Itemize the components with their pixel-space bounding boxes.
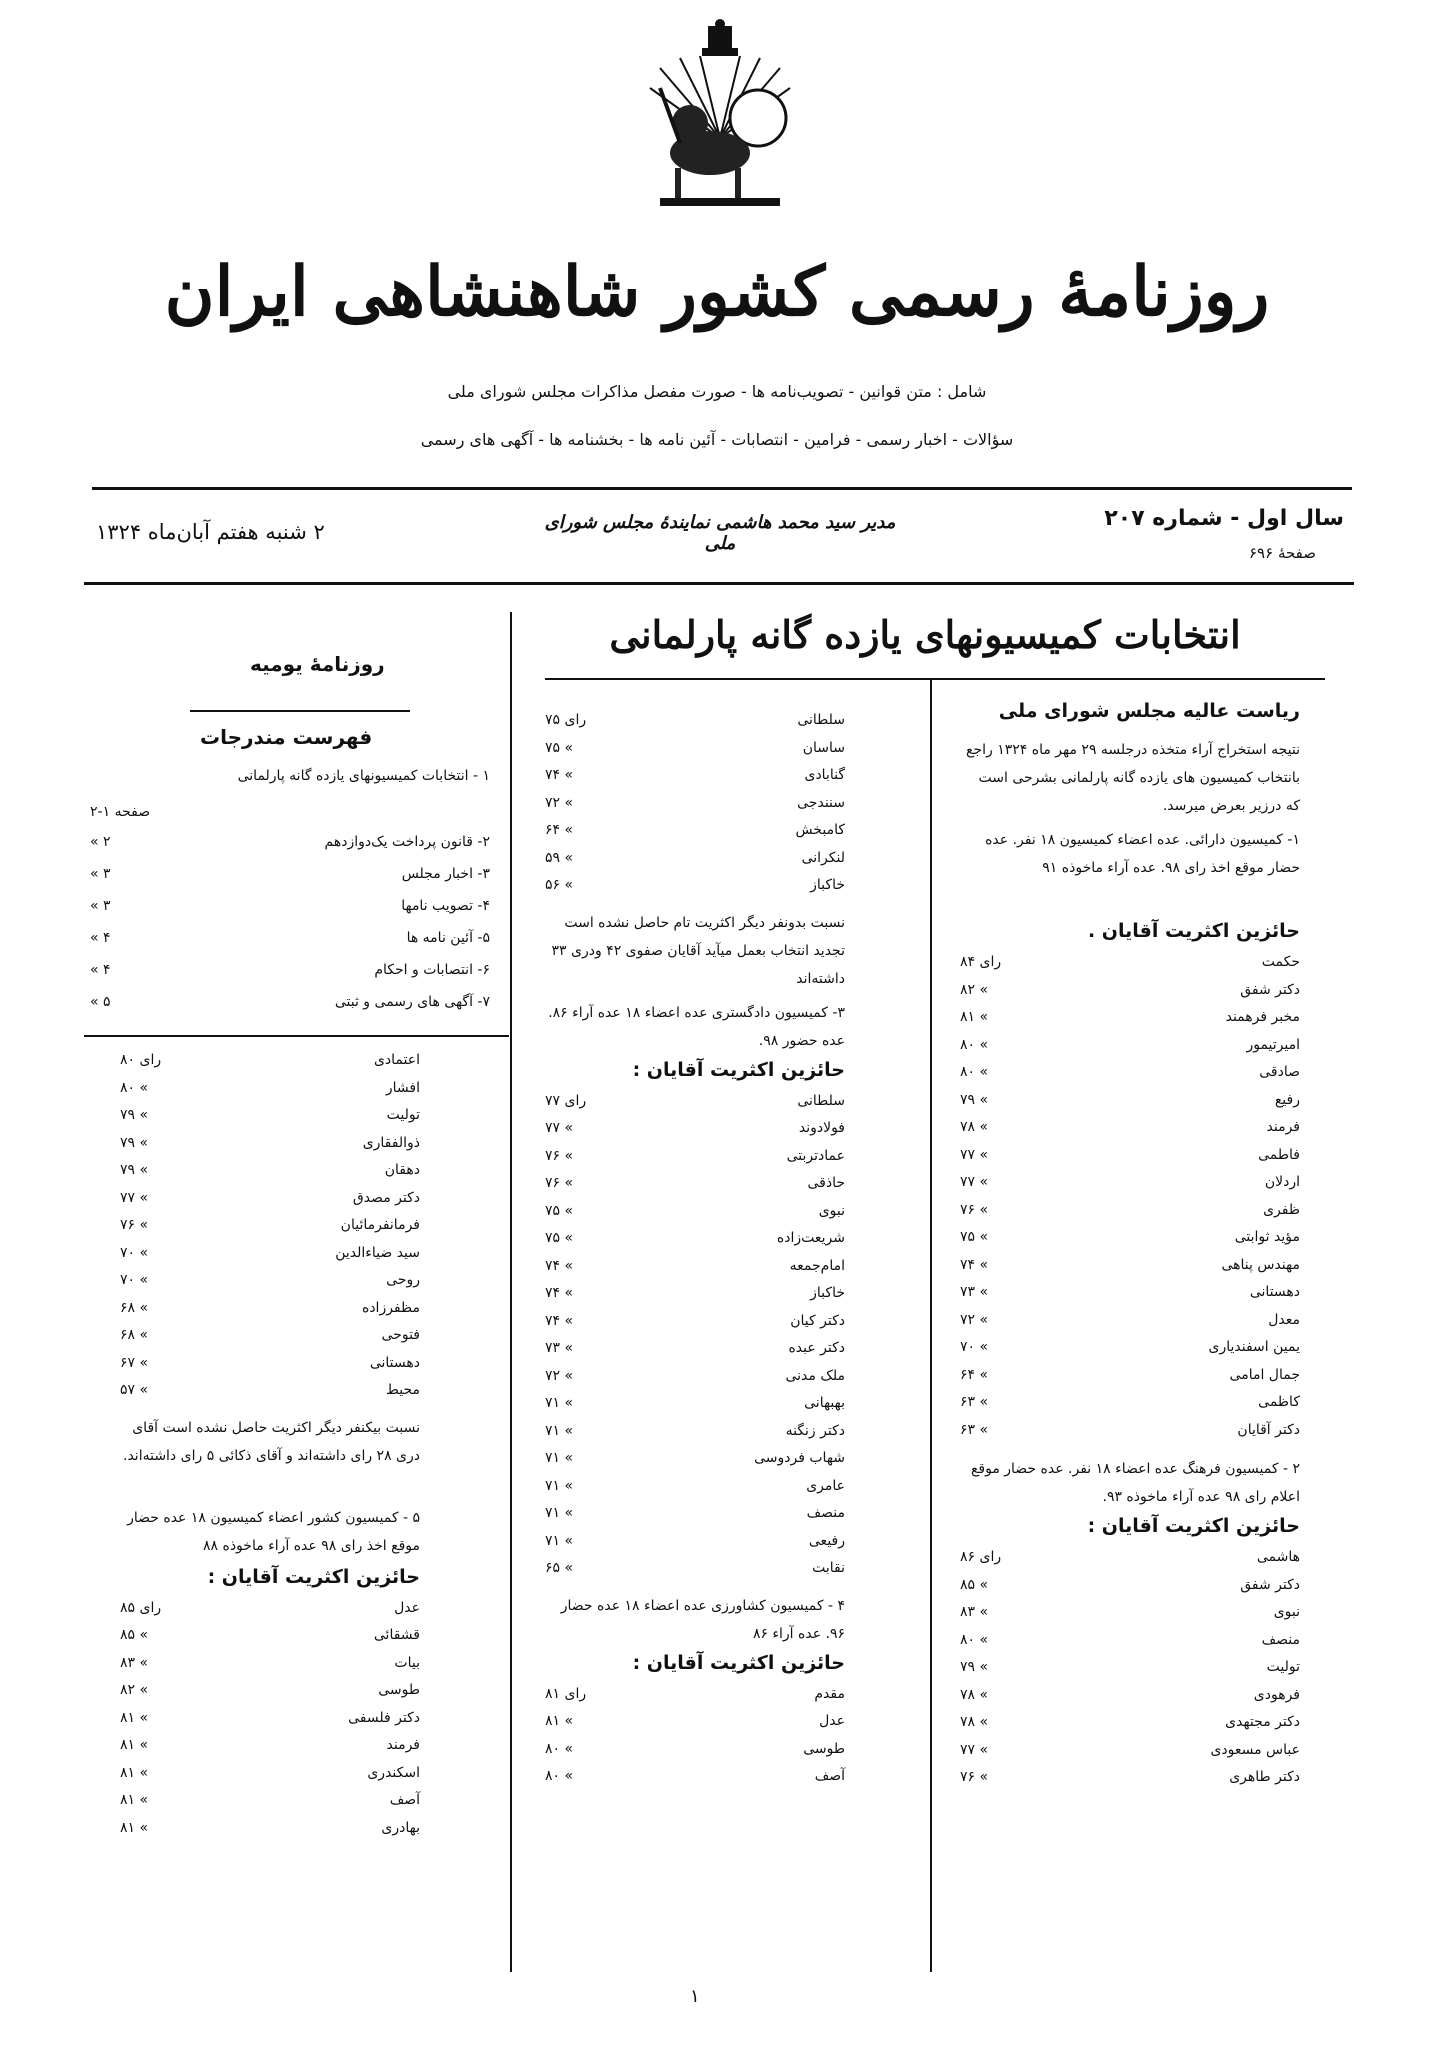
vote-count: ۸۵ «	[960, 1576, 989, 1593]
result-row	[960, 1009, 1300, 1033]
vote-count: ۷۶ «	[120, 1217, 149, 1233]
vote-count: ۷۴ «	[545, 1285, 574, 1301]
member-name: مقدم	[814, 1685, 845, 1702]
member-name: حاذقی	[807, 1175, 845, 1191]
result-row	[120, 1792, 420, 1816]
vote-count: ۵۷ «	[120, 1382, 149, 1398]
section-heading: ریاست عالیه مجلس شورای ملی	[998, 700, 1300, 722]
vote-count: ۷۲ «	[545, 794, 574, 811]
result-row	[545, 1533, 845, 1557]
member-name: فرمند	[386, 1737, 420, 1753]
member-name: حکمت	[1261, 954, 1300, 970]
member-name: عدل	[394, 1599, 420, 1616]
member-name: مؤید ثوابتی	[1234, 1229, 1300, 1245]
vote-count: ۸۱ «	[960, 1009, 989, 1025]
result-row	[960, 1257, 1300, 1281]
result-row	[960, 982, 1300, 1006]
member-name: مخبر فرهمند	[1225, 1009, 1300, 1025]
result-row	[545, 1313, 845, 1337]
member-name: نبوی	[1273, 1604, 1300, 1620]
member-name: فتوحی	[381, 1327, 420, 1343]
lion-and-sun-emblem-icon	[640, 18, 800, 218]
vote-count: ۸۱ «	[120, 1764, 149, 1781]
member-name: ساسان	[802, 739, 845, 756]
result-row	[120, 1107, 420, 1131]
vote-count: ۸۱ «	[545, 1713, 574, 1729]
vote-count: ۸۱ «	[120, 1737, 149, 1753]
vote-count: ۶۴ «	[545, 822, 574, 838]
member-name: اردلان	[1264, 1174, 1300, 1190]
member-name: اسکندری	[367, 1764, 420, 1781]
member-name: دکتر شفق	[1240, 1576, 1300, 1593]
result-row	[545, 1368, 845, 1392]
vote-count: ۸۰ «	[960, 1036, 989, 1053]
vote-count: ۷۷ «	[960, 1741, 989, 1758]
member-name: عامری	[806, 1477, 845, 1494]
member-name: مهندس پناهی	[1221, 1256, 1300, 1273]
vote-count: ۷۶ «	[545, 1147, 574, 1164]
vote-count: ۷۵ «	[545, 1202, 574, 1219]
result-row	[545, 1741, 845, 1765]
result-row	[960, 1742, 1300, 1766]
member-name: دکتر شفق	[1240, 981, 1300, 998]
vote-count: ۸۰ «	[545, 1768, 574, 1784]
vote-count: ۷۱ «	[545, 1505, 574, 1521]
result-row	[545, 1175, 845, 1199]
masthead-bottom-rule	[84, 582, 1354, 585]
result-row	[120, 1052, 420, 1076]
member-name: بهادری	[381, 1819, 420, 1836]
member-name: دهقان	[384, 1162, 420, 1178]
result-row	[545, 1120, 845, 1144]
member-name: افشار	[385, 1079, 420, 1096]
vote-count: ۷۱ «	[545, 1477, 574, 1494]
member-name: یمین اسفندیاری	[1208, 1339, 1300, 1355]
vote-count: ۷۵ «	[545, 1230, 574, 1246]
member-name: فولادوند	[798, 1120, 845, 1136]
toc-item: ۲- قانون پرداخت یک‌دوازدهم « ۲	[90, 834, 490, 850]
daily-label: روزنامهٔ یومیه	[250, 652, 385, 676]
result-row	[960, 1632, 1300, 1656]
toc-title: فهرست مندرجات	[200, 725, 373, 749]
vote-count: ۷۷ «	[120, 1189, 149, 1206]
vote-count: ۵۶ «	[545, 877, 574, 893]
toc-item: ۱ - انتخابات کمیسیونهای یازده گانه پارلمانی	[237, 768, 490, 784]
member-name: آصف	[389, 1792, 420, 1808]
vote-count: ۶۳ «	[960, 1421, 989, 1438]
member-name: سید ضیاءالدین	[335, 1244, 420, 1261]
vote-count: ۸۵ «	[120, 1627, 149, 1643]
member-name: صادقی	[1259, 1064, 1300, 1080]
result-row	[960, 1064, 1300, 1088]
toc-item: ۳- اخبار مجلس « ۳	[90, 866, 490, 882]
note-paragraph: نسبت بدونفر دیگر اکثریت تام حاصل نشده است تجدید انتخاب بعمل میآید آقایان صفوی ۴۲ ودری ۳۳ داشته‌اند	[551, 914, 845, 987]
vote-count: ۸۴ رای	[960, 954, 1002, 970]
member-name: ملک مدنی	[785, 1367, 845, 1384]
winners-heading: حائزین اکثریت آقایان :	[207, 1565, 420, 1588]
vote-count: ۷۶ «	[545, 1175, 574, 1191]
result-row	[120, 1300, 420, 1324]
result-row	[545, 1148, 845, 1172]
member-name: فرمند	[1266, 1119, 1300, 1135]
vote-count: ۸۰ رای	[120, 1052, 162, 1068]
vote-count: ۷۷ «	[545, 1120, 574, 1136]
result-row	[545, 1686, 845, 1710]
member-name: کامبخش	[795, 822, 845, 838]
vote-count: ۶۴ «	[960, 1366, 989, 1383]
commission-paragraph: ۳- کمیسیون دادگستری عده اعضاء ۱۸ عده آراء ۸۶. عده حضور ۹۸.	[548, 1004, 845, 1049]
result-row	[120, 1245, 420, 1269]
result-row	[120, 1820, 420, 1844]
result-row	[120, 1190, 420, 1214]
member-name: نقابت	[812, 1560, 845, 1576]
page-number: ۱	[690, 1986, 700, 2007]
vote-count: ۸۶ رای	[960, 1549, 1002, 1565]
result-row	[960, 1394, 1300, 1418]
result-row	[545, 822, 845, 846]
vote-count: ۸۱ «	[120, 1819, 149, 1836]
member-name: معدل	[1268, 1311, 1300, 1328]
toc-item: ۴- تصویب نامها « ۳	[90, 898, 490, 914]
result-row	[545, 877, 845, 901]
result-row	[545, 795, 845, 819]
winners-heading: حائزین اکثریت آقایان :	[632, 1651, 845, 1674]
member-name: دکتر مجتهدی	[1225, 1714, 1300, 1730]
vote-count: ۷۹ «	[960, 1659, 989, 1675]
result-row	[960, 954, 1300, 978]
vote-count: ۷۶ «	[960, 1769, 989, 1785]
vote-count: ۷۶ «	[960, 1201, 989, 1218]
member-name: دکتر آقایان	[1237, 1421, 1300, 1438]
result-row	[960, 1174, 1300, 1198]
toc-item: صفحه ۱-۲	[90, 804, 151, 820]
vote-count: ۷۴ «	[545, 767, 574, 783]
headline-underline	[545, 678, 1325, 680]
result-row	[545, 1395, 845, 1419]
member-name: اعتمادی	[373, 1052, 420, 1068]
member-name: عباس مسعودی	[1210, 1741, 1300, 1758]
issue-year-number: سال اول - شماره ۲۰۷	[1104, 506, 1344, 531]
vote-count: ۸۱ «	[120, 1792, 149, 1808]
member-name: نبوی	[818, 1202, 845, 1219]
vote-count: ۷۷ «	[960, 1146, 989, 1163]
member-name: بیات	[394, 1654, 420, 1671]
table-of-contents	[90, 768, 490, 1030]
result-row	[545, 712, 845, 736]
result-row	[545, 1093, 845, 1117]
result-row	[545, 767, 845, 791]
member-name: شهاب فردوسی	[754, 1450, 845, 1466]
vote-count: ۷۳ «	[960, 1284, 989, 1300]
vote-count: ۷۲ «	[545, 1367, 574, 1384]
result-row	[960, 1147, 1300, 1171]
vote-count: ۶۸ «	[120, 1327, 149, 1343]
result-row	[545, 1713, 845, 1737]
result-row	[120, 1737, 420, 1761]
vote-count: ۸۵ رای	[120, 1599, 162, 1616]
result-row	[960, 1422, 1300, 1446]
result-row	[120, 1135, 420, 1159]
result-row	[960, 1119, 1300, 1143]
member-name: تولیت	[1266, 1659, 1300, 1675]
vote-count: ۷۸ «	[960, 1714, 989, 1730]
toc-item: ۶- انتصابات و احکام « ۴	[90, 962, 490, 978]
vote-count: ۷۹ «	[120, 1107, 149, 1123]
result-row	[960, 1769, 1300, 1793]
commission-paragraph: ۵ - کمیسیون کشور اعضاء کمیسیون ۱۸ عده حضار موقع اخذ رای ۹۸ عده آراء ماخوذه ۸۸	[127, 1509, 420, 1554]
vote-count: ۷۱ «	[545, 1395, 574, 1411]
column-rule-right	[930, 680, 932, 1972]
result-row	[120, 1327, 420, 1351]
member-name: امام‌جمعه	[789, 1257, 845, 1274]
member-name: بهبهانی	[804, 1395, 845, 1411]
vote-count: ۸۰ «	[545, 1740, 574, 1757]
vote-count: ۷۷ رای	[545, 1092, 587, 1109]
member-name: تولیت	[386, 1107, 420, 1123]
vote-count: ۷۳ «	[545, 1340, 574, 1356]
member-name: شریعت‌زاده	[776, 1230, 845, 1246]
member-name: قشقائی	[373, 1627, 420, 1643]
vote-count: ۷۰ «	[960, 1339, 989, 1355]
result-row	[960, 1659, 1300, 1683]
member-name: سلطانی	[797, 1092, 845, 1109]
middle-column-results	[545, 712, 845, 1964]
vote-count: ۷۹ «	[960, 1091, 989, 1108]
issue-page: صفحهٔ ۶۹۶	[1249, 544, 1316, 562]
toc-divider	[190, 710, 410, 712]
note-paragraph: نسبت بیکنفر دیگر اکثریت حاصل نشده است آقای دری ۲۸ رای داشته‌اند و آقای ذکائی ۵ رای داشته‌اند.	[123, 1419, 420, 1464]
member-name: گنابادی	[804, 767, 845, 783]
vote-count: ۷۹ «	[120, 1162, 149, 1178]
member-name: دهستانی	[1249, 1284, 1300, 1300]
main-headline: انتخابات کمیسیونهای یازده گانه پارلمانی	[609, 612, 1241, 657]
member-name: لنکرانی	[801, 849, 845, 866]
result-row	[960, 1037, 1300, 1061]
vote-count: ۸۳ «	[120, 1654, 149, 1671]
member-name: عمادتربتی	[786, 1147, 845, 1164]
vote-count: ۸۲ «	[960, 981, 989, 998]
result-row	[545, 1450, 845, 1474]
result-row	[120, 1272, 420, 1296]
vote-count: ۷۴ «	[545, 1312, 574, 1329]
result-row	[545, 850, 845, 874]
member-name: سنندجی	[797, 794, 845, 811]
column-rule-left	[510, 612, 512, 1972]
toc-item: ۷- آگهی های رسمی و ثبتی « ۵	[90, 994, 490, 1010]
member-name: کاظمی	[1258, 1394, 1300, 1410]
result-row	[120, 1655, 420, 1679]
result-row	[120, 1682, 420, 1706]
member-name: مظفرزاده	[361, 1299, 420, 1316]
result-row	[545, 1258, 845, 1282]
member-name: دکتر طاهری	[1229, 1769, 1300, 1785]
result-row	[960, 1577, 1300, 1601]
result-row	[120, 1600, 420, 1624]
winners-heading: حائزین اکثریت آقایان .	[1087, 920, 1300, 942]
member-name: جمال امامی	[1229, 1366, 1300, 1383]
result-row	[960, 1284, 1300, 1308]
commission-paragraph: ۲ - کمیسیون فرهنگ عده اعضاء ۱۸ نفر. عده حضار موقع اعلام رای ۹۸ عده آراء ماخوذه ۹۳.	[970, 1461, 1300, 1505]
commission-paragraph: ۱- کمیسیون دارائی. عده اعضاء کمیسیون ۱۸ نفر. عده حضار موقع اخذ رای ۹۸. عده آراء ماخوذه ۹۱	[985, 832, 1300, 876]
result-row	[545, 1560, 845, 1584]
vote-count: ۷۰ «	[120, 1272, 149, 1288]
vote-count: ۷۱ «	[545, 1450, 574, 1466]
issue-date: ۲ شنبه هفتم آبان‌ماه ۱۳۲۴	[96, 520, 325, 544]
member-name: خاکباز	[810, 877, 845, 893]
member-name: خاکباز	[810, 1285, 845, 1301]
result-row	[960, 1687, 1300, 1711]
vote-count: ۶۷ «	[120, 1354, 149, 1371]
result-row	[545, 1285, 845, 1309]
result-row	[120, 1765, 420, 1789]
member-name: فرمانفرمائیان	[340, 1217, 420, 1233]
member-name: دکتر فلسفی	[348, 1709, 420, 1726]
member-name: امیرتیمور	[1246, 1036, 1300, 1053]
vote-count: ۷۸ «	[960, 1686, 989, 1703]
member-name: رفیعی	[808, 1532, 845, 1549]
result-row	[545, 740, 845, 764]
result-row	[545, 1768, 845, 1792]
vote-count: ۸۱ «	[120, 1709, 149, 1726]
vote-count: ۷۸ «	[960, 1119, 989, 1135]
result-row	[120, 1627, 420, 1651]
member-name: هاشمی	[1256, 1549, 1300, 1565]
toc-item: ۵- آئین نامه ها « ۴	[90, 930, 490, 946]
vote-count: ۵۹ «	[545, 849, 574, 866]
result-row	[120, 1710, 420, 1734]
vote-count: ۷۱ «	[545, 1422, 574, 1439]
result-row	[960, 1202, 1300, 1226]
member-name: فاطمی	[1258, 1146, 1300, 1163]
vote-count: ۸۰ «	[960, 1631, 989, 1648]
member-name: دکتر زنگنه	[785, 1422, 845, 1439]
member-name: رفیع	[1274, 1091, 1300, 1108]
editor-line: مدیر سید محمد هاشمی نمایندهٔ مجلس شورای ملی	[544, 512, 896, 554]
newspaper-masthead-title: روزنامهٔ رسمی کشور شاهنشاهی ایران	[164, 252, 1270, 332]
result-row	[960, 1714, 1300, 1738]
left-column-results	[120, 1052, 420, 1964]
top-rule	[92, 487, 1352, 490]
member-name: طوسی	[378, 1682, 420, 1698]
winners-heading: حائزین اکثریت آقایان :	[632, 1058, 845, 1081]
result-row	[120, 1355, 420, 1379]
vote-count: ۷۴ «	[960, 1256, 989, 1273]
result-row	[960, 1549, 1300, 1573]
vote-count: ۷۷ «	[960, 1174, 989, 1190]
vote-count: ۷۹ «	[120, 1134, 149, 1151]
masthead-subtitle-2: سؤالات - اخبار رسمی - فرامین - انتصابات - آئین نامه ها - بخشنامه ها - آگهی های رسمی	[420, 430, 1014, 449]
vote-count: ۸۲ «	[120, 1682, 149, 1698]
result-row	[545, 1478, 845, 1502]
member-name: ذوالفقاری	[362, 1134, 420, 1151]
vote-count: ۷۰ «	[120, 1244, 149, 1261]
result-row	[960, 1339, 1300, 1363]
result-row	[545, 1505, 845, 1529]
vote-count: ۷۵ «	[960, 1229, 989, 1245]
member-name: فرهودی	[1253, 1686, 1300, 1703]
result-row	[545, 1203, 845, 1227]
result-row	[120, 1217, 420, 1241]
masthead-subtitle-1: شامل : متن قوانین - تصویب‌نامه ها - صورت مفصل مذاکرات مجلس شورای ملی	[447, 382, 987, 401]
member-name: محیط	[385, 1382, 420, 1398]
vote-count: ۷۲ «	[960, 1311, 989, 1328]
winners-heading: حائزین اکثریت آقایان :	[1087, 1515, 1300, 1537]
vote-count: ۷۵ «	[545, 739, 574, 756]
vote-count: ۸۰ «	[960, 1064, 989, 1080]
result-row	[120, 1382, 420, 1406]
vote-count: ۷۱ «	[545, 1532, 574, 1549]
result-row	[545, 1423, 845, 1447]
vote-count: ۶۵ «	[545, 1560, 574, 1576]
member-name: منصف	[806, 1505, 845, 1521]
member-name: منصف	[1261, 1631, 1300, 1648]
result-row	[960, 1312, 1300, 1336]
result-row	[960, 1604, 1300, 1628]
vote-count: ۸۳ «	[960, 1604, 989, 1620]
member-name: دکتر کیان	[790, 1312, 845, 1329]
right-column-results	[960, 700, 1300, 1964]
member-name: دکتر مصدق	[352, 1189, 420, 1206]
vote-count: ۷۴ «	[545, 1257, 574, 1274]
result-row	[120, 1080, 420, 1104]
toc-bottom-rule	[84, 1035, 509, 1037]
vote-count: ۸۰ «	[120, 1079, 149, 1096]
result-row	[960, 1092, 1300, 1116]
member-name: دهستانی	[369, 1354, 420, 1371]
member-name: دکتر عبده	[788, 1340, 845, 1356]
result-row	[960, 1367, 1300, 1391]
intro-paragraph: نتیجه استخراج آراء متخذه درجلسه ۲۹ مهر ماه ۱۳۲۴ راجع بانتخاب کمیسیون های یازده گانه پارلمانی بشرحی است که درزیر بعرض میرسد.	[965, 742, 1300, 814]
vote-count: ۸۱ رای	[545, 1685, 587, 1702]
member-name: عدل	[819, 1713, 845, 1729]
result-row	[545, 1340, 845, 1364]
member-name: ظفری	[1263, 1201, 1300, 1218]
vote-count: ۷۵ رای	[545, 712, 587, 728]
member-name: روحی	[386, 1272, 420, 1288]
vote-count: ۶۸ «	[120, 1299, 149, 1316]
commission-paragraph: ۴ - کمیسیون کشاورزی عده اعضاء ۱۸ عده حضار ۹۶. عده آراء ۸۶	[560, 1597, 845, 1642]
result-row	[960, 1229, 1300, 1253]
result-row	[545, 1230, 845, 1254]
member-name: سلطانی	[797, 712, 845, 728]
member-name: آصف	[814, 1768, 845, 1784]
result-row	[120, 1162, 420, 1186]
member-name: طوسی	[803, 1740, 845, 1757]
vote-count: ۶۳ «	[960, 1394, 989, 1410]
